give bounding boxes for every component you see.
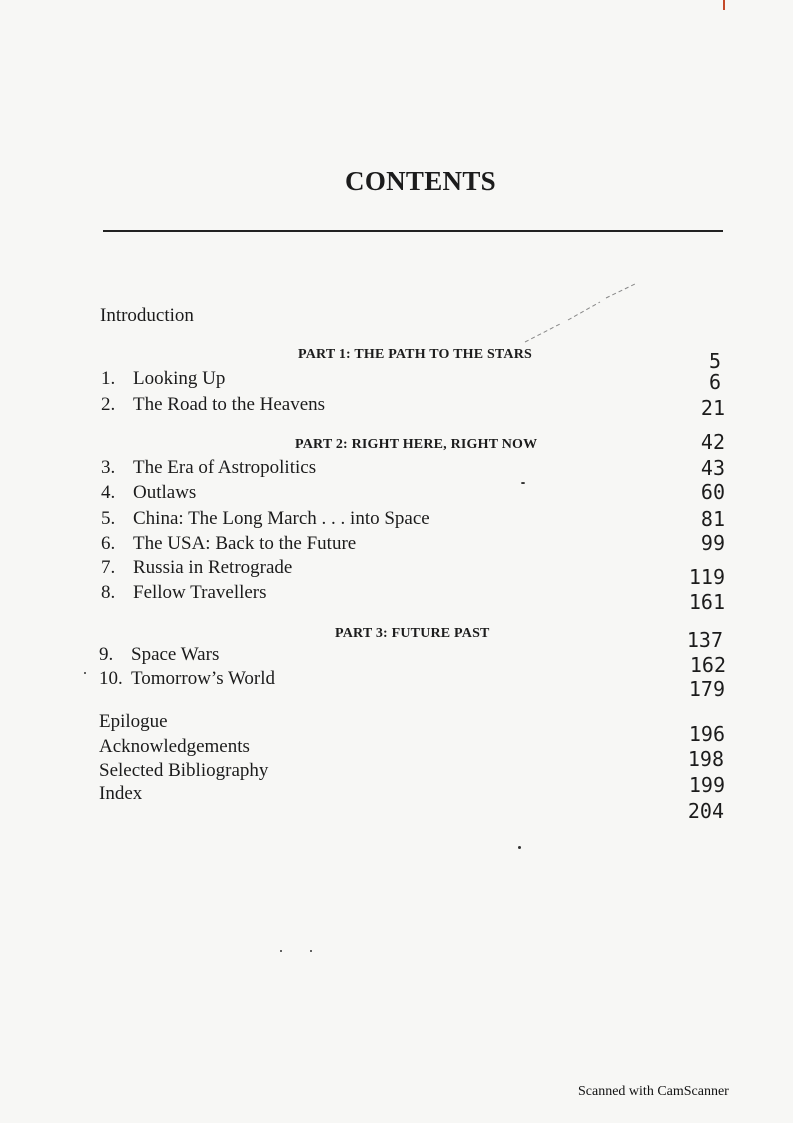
page-number: 119 [688, 565, 725, 589]
page-number: 42 [700, 430, 725, 454]
chapter-title-8: Fellow Travellers [133, 582, 267, 603]
page-edge-mark [723, 0, 725, 10]
page-number: 196 [688, 722, 725, 746]
page-number: 21 [700, 396, 725, 420]
page-title: CONTENTS [345, 166, 496, 196]
chapter-title-1: Looking Up [133, 368, 226, 389]
page-number: 81 [700, 507, 725, 531]
chapter-number-7: 7. [101, 557, 116, 578]
chapter-title-7: Russia in Retrograde [133, 557, 293, 578]
chapter-title-5: China: The Long March . . . into Space [133, 508, 430, 529]
toc-index: Index [99, 783, 143, 804]
part-heading-2: PART 2: RIGHT HERE, RIGHT NOW [295, 437, 538, 452]
chapter-number-2: 2. [101, 394, 116, 415]
page-number: 162 [689, 653, 726, 677]
chapter-number-3: 3. [101, 457, 116, 478]
toc-introduction: Introduction [100, 305, 194, 326]
part-heading-3: PART 3: FUTURE PAST [335, 626, 490, 641]
part-heading-1: PART 1: THE PATH TO THE STARS [298, 347, 533, 362]
chapter-title-6: The USA: Back to the Future [133, 533, 357, 554]
toc-bibliography: Selected Bibliography [99, 760, 269, 781]
chapter-title-3: The Era of Astropolitics [133, 457, 317, 478]
scan-speck [310, 950, 312, 952]
chapter-number-1: 1. [101, 368, 116, 389]
scan-speck [280, 950, 282, 952]
page-number: 199 [688, 773, 725, 797]
page-number: 60 [700, 480, 725, 504]
chapter-number-6: 6. [101, 533, 116, 554]
page-number: 198 [687, 747, 724, 771]
chapter-title-2: The Road to the Heavens [133, 394, 326, 415]
scan-speck [521, 482, 525, 484]
page-number: 5 [708, 349, 721, 373]
chapter-title-4: Outlaws [133, 482, 197, 503]
chapter-number-9: 9. [99, 644, 114, 665]
toc-acknowledgements: Acknowledgements [99, 736, 250, 757]
chapter-number-4: 4. [101, 482, 116, 503]
scan-speck [518, 846, 521, 849]
page-number: 43 [700, 456, 725, 480]
scan-speck [84, 672, 86, 674]
page-number: 6 [708, 370, 721, 394]
page-number: 179 [688, 677, 725, 701]
page-number: 99 [700, 531, 725, 555]
toc-epilogue: Epilogue [99, 711, 168, 732]
chapter-title-10: Tomorrow’s World [131, 668, 276, 689]
page-number: 161 [688, 590, 725, 614]
title-divider [103, 230, 723, 232]
chapter-number-5: 5. [101, 508, 116, 529]
pencil-stroke-mark [520, 280, 640, 350]
chapter-number-8: 8. [101, 582, 116, 603]
scanner-watermark: Scanned with CamScanner [578, 1084, 729, 1099]
page-number: 204 [687, 799, 724, 823]
chapter-number-10: 10. [99, 668, 123, 689]
page-number: 137 [686, 628, 723, 652]
chapter-title-9: Space Wars [131, 644, 220, 665]
